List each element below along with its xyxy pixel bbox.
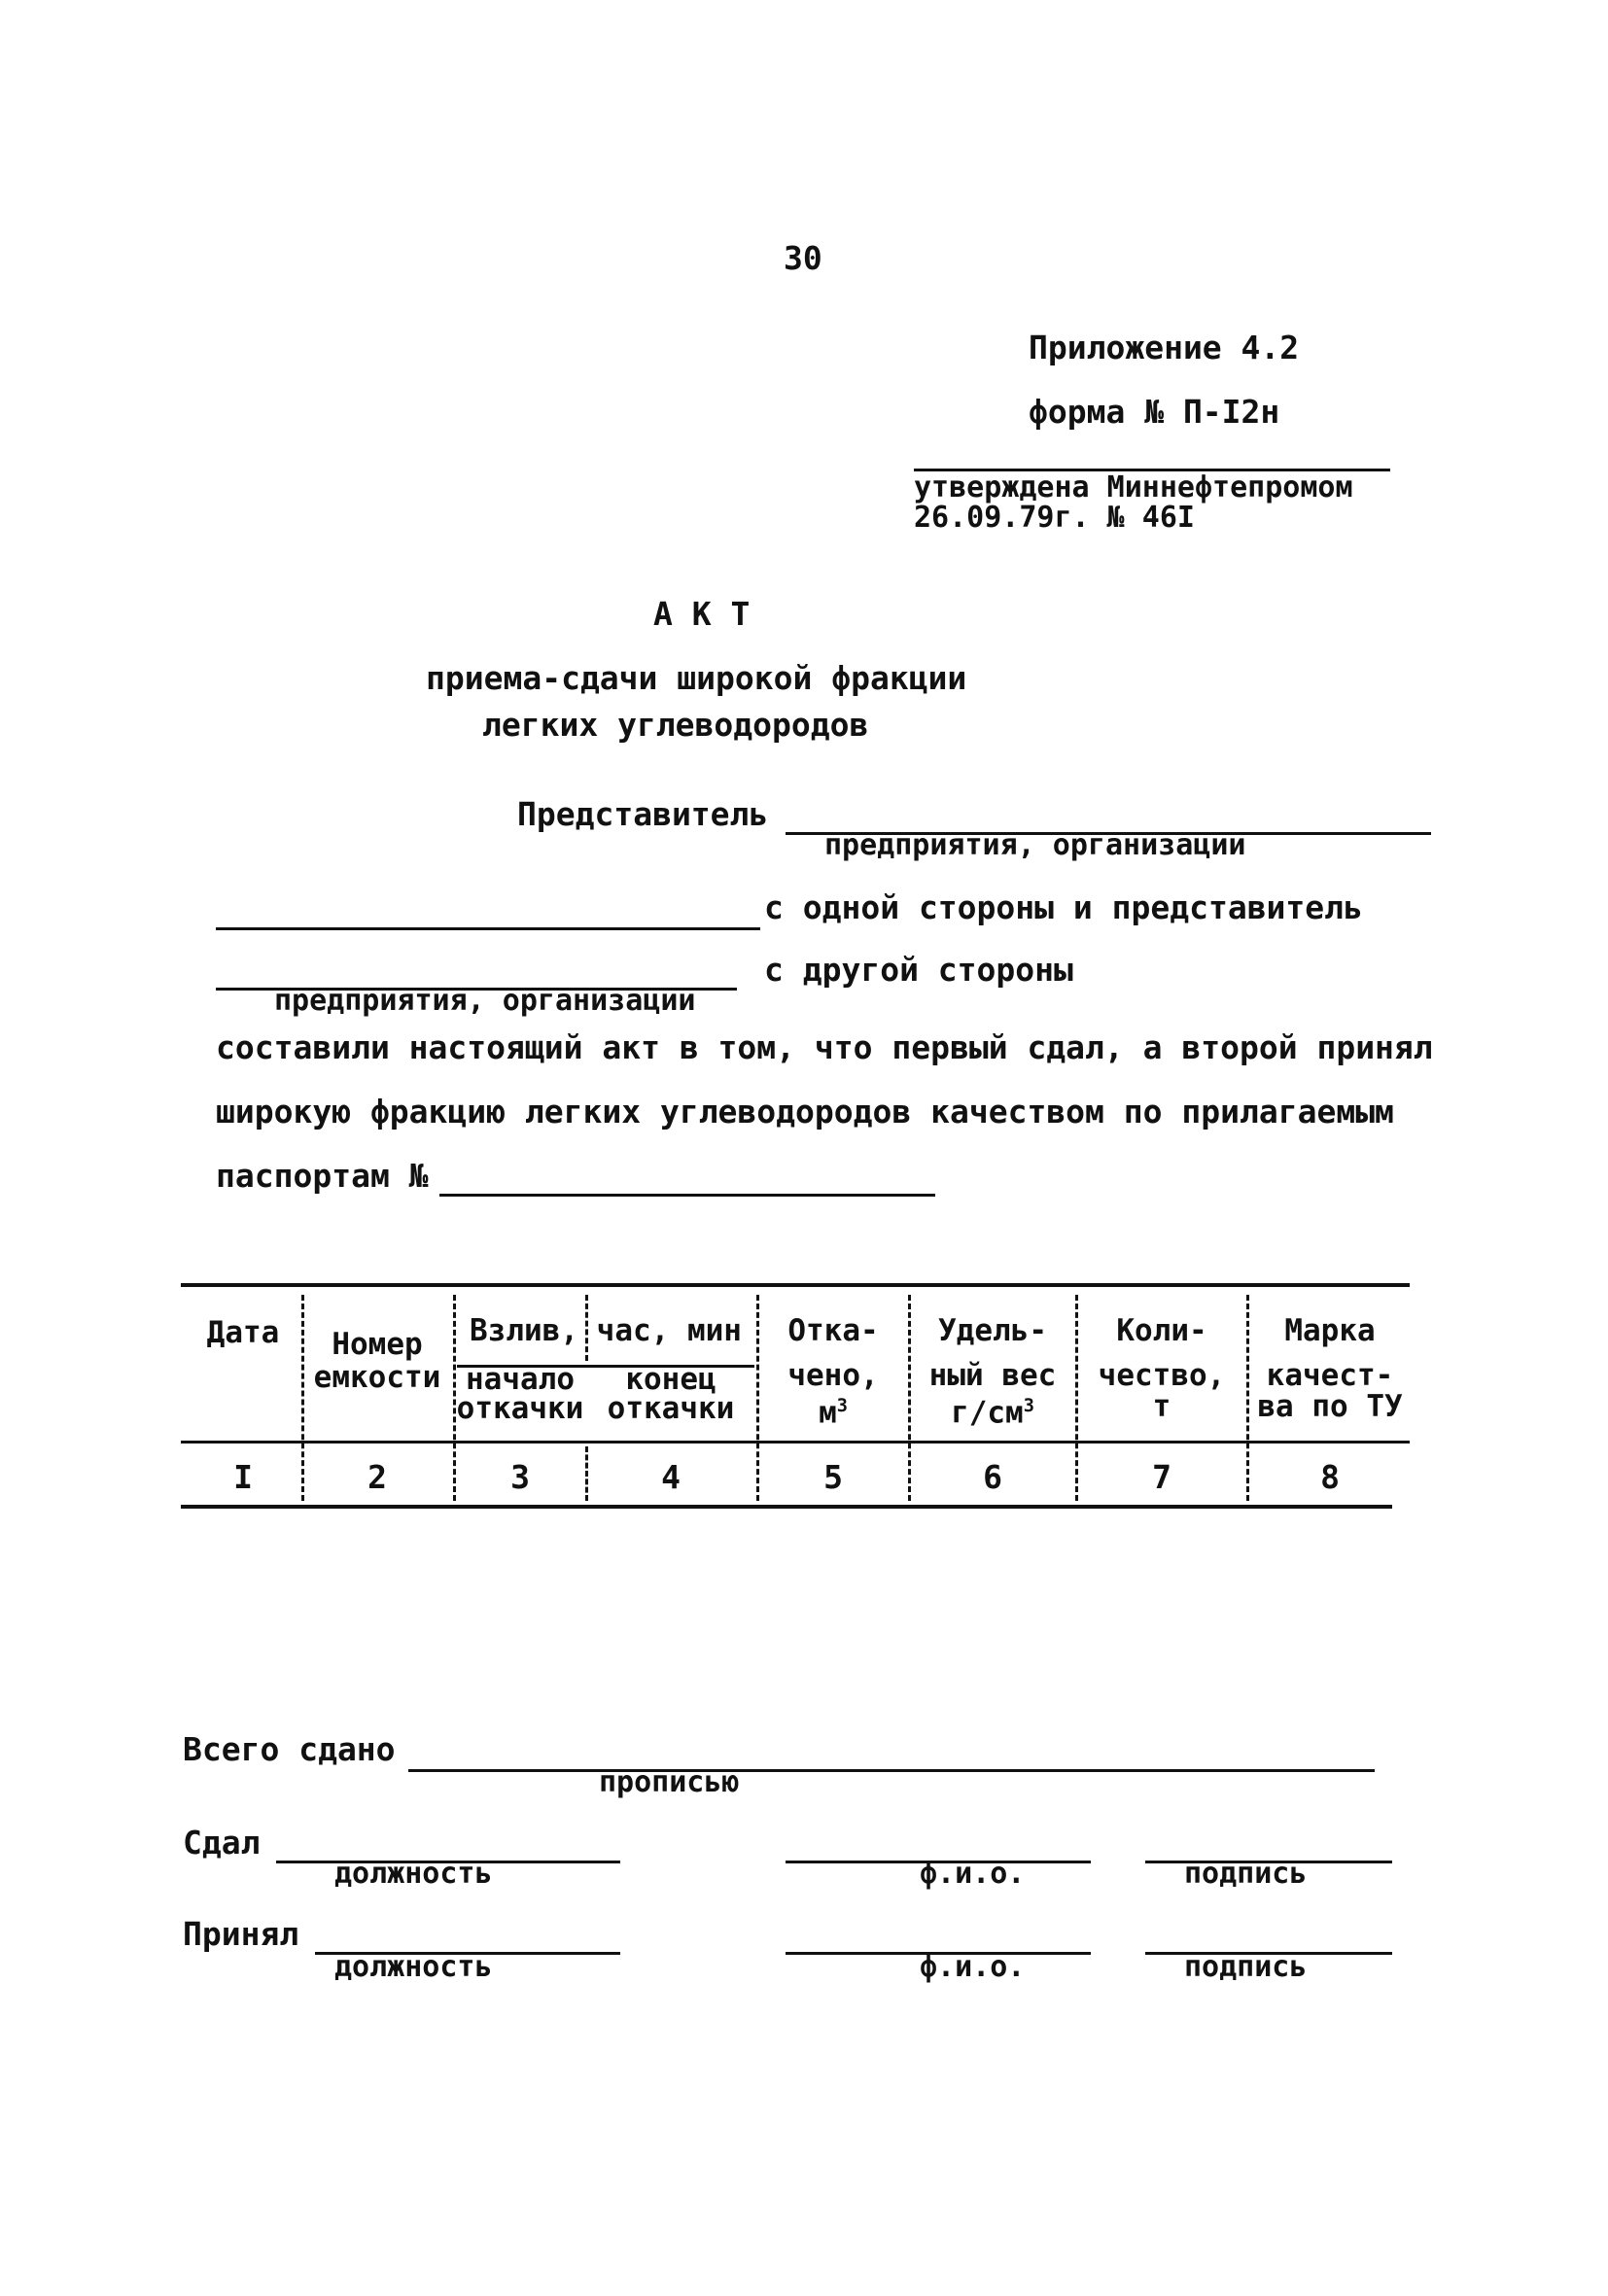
received-signature-caption: подпись: [1184, 1950, 1308, 1984]
header-density-line-2: ный вес: [928, 1358, 1057, 1393]
received-by-label: Принял: [183, 1915, 299, 1953]
representative-label: Представитель: [517, 795, 769, 833]
header-pumped: [758, 1308, 908, 1435]
header-quantity: [1077, 1308, 1246, 1429]
document-subtitle-2: легких углеводородов: [482, 706, 869, 744]
col-number-3: 3: [510, 1458, 530, 1496]
total-field-line: [408, 1769, 1375, 1772]
act-paragraph-line-1: составили настоящий акт в том, что первый сдал, а второй принял: [216, 1028, 1433, 1066]
header-vzliv-group: [455, 1308, 756, 1353]
page-number: 30: [784, 239, 822, 277]
header-end-line-2: откачки: [607, 1391, 735, 1426]
document-title: А К Т: [653, 595, 751, 633]
appendix-label: Приложение 4.2: [1029, 329, 1300, 366]
header-end: [587, 1357, 754, 1431]
header-start-line-2: откачки: [456, 1391, 584, 1426]
one-side-text: с одной стороны и представитель: [764, 888, 1363, 926]
header-date: [185, 1310, 301, 1355]
header-density-line-1: Удель-: [938, 1313, 1047, 1348]
header-tank: [303, 1322, 451, 1400]
enterprise-caption-1: предприятия, организации: [824, 828, 1246, 862]
approval-line-2: 26.09.79г. № 46I: [914, 501, 1195, 535]
col-number-5: 5: [823, 1458, 843, 1496]
party-one-field-line: [216, 927, 760, 930]
header-density: [910, 1308, 1075, 1435]
header-start-line-1: начало: [466, 1362, 575, 1397]
handed-by-label: Сдал: [183, 1824, 261, 1861]
col-number-8: 8: [1320, 1458, 1340, 1496]
header-tank-line-1: Номер: [332, 1327, 423, 1362]
act-paragraph-line-2: широкую фракцию легких углеводородов качеством по прилагаемым: [216, 1093, 1394, 1131]
header-pumped-line-1: Отка-: [787, 1313, 879, 1348]
handed-fio-caption: ф.и.о.: [920, 1857, 1026, 1891]
header-vzliv-label: Взлив, час, мин: [470, 1313, 742, 1348]
header-end-line-1: конец: [625, 1362, 717, 1397]
col-number-7: 7: [1152, 1458, 1171, 1496]
passports-field-line: [439, 1194, 935, 1197]
header-qty-line-3: т: [1152, 1389, 1171, 1424]
header-qty-line-2: чество,: [1098, 1358, 1226, 1393]
received-fio-caption: ф.и.о.: [920, 1950, 1026, 1984]
col-number-6: 6: [983, 1458, 1002, 1496]
header-density-unit: г/см: [951, 1395, 1024, 1431]
header-pumped-sup: 3: [836, 1396, 848, 1416]
col-number-2: 2: [367, 1458, 387, 1496]
table-bottom-rule: [181, 1505, 1392, 1509]
handed-position-caption: должность: [334, 1857, 493, 1891]
header-grade-line-3: ва по ТУ: [1257, 1389, 1403, 1424]
other-side-text: с другой стороны: [764, 951, 1073, 989]
header-tank-line-2: емкости: [313, 1360, 441, 1395]
total-handed-label: Всего сдано: [183, 1730, 396, 1768]
table-header-rule: [181, 1441, 1410, 1444]
enterprise-caption-2: предприятия, организации: [274, 984, 696, 1018]
header-grade: [1248, 1308, 1412, 1429]
header-qty-line-1: Коли-: [1116, 1313, 1207, 1348]
header-date-label: Дата: [206, 1315, 280, 1350]
header-pumped-line-3: [758, 1384, 908, 1435]
form-number: форма № П-I2н: [1029, 393, 1280, 431]
header-start: [455, 1357, 585, 1431]
passports-label: паспортам №: [216, 1157, 429, 1195]
table-top-rule: [181, 1283, 1410, 1287]
header-pumped-line-2: чено,: [787, 1358, 879, 1393]
in-words-caption: прописью: [599, 1765, 740, 1799]
col-number-4: 4: [661, 1458, 681, 1496]
handed-signature-caption: подпись: [1184, 1857, 1308, 1891]
header-pumped-unit: м: [819, 1395, 837, 1431]
header-density-sup: 3: [1023, 1396, 1034, 1416]
header-grade-line-1: Марка: [1284, 1313, 1376, 1348]
approval-line-1: утверждена Миннефтепромом: [914, 470, 1353, 504]
document-subtitle-1: приема-сдачи широкой фракции: [426, 659, 967, 697]
received-position-caption: должность: [334, 1950, 493, 1984]
header-grade-line-2: качест-: [1266, 1358, 1394, 1393]
col-number-1: I: [233, 1458, 253, 1496]
